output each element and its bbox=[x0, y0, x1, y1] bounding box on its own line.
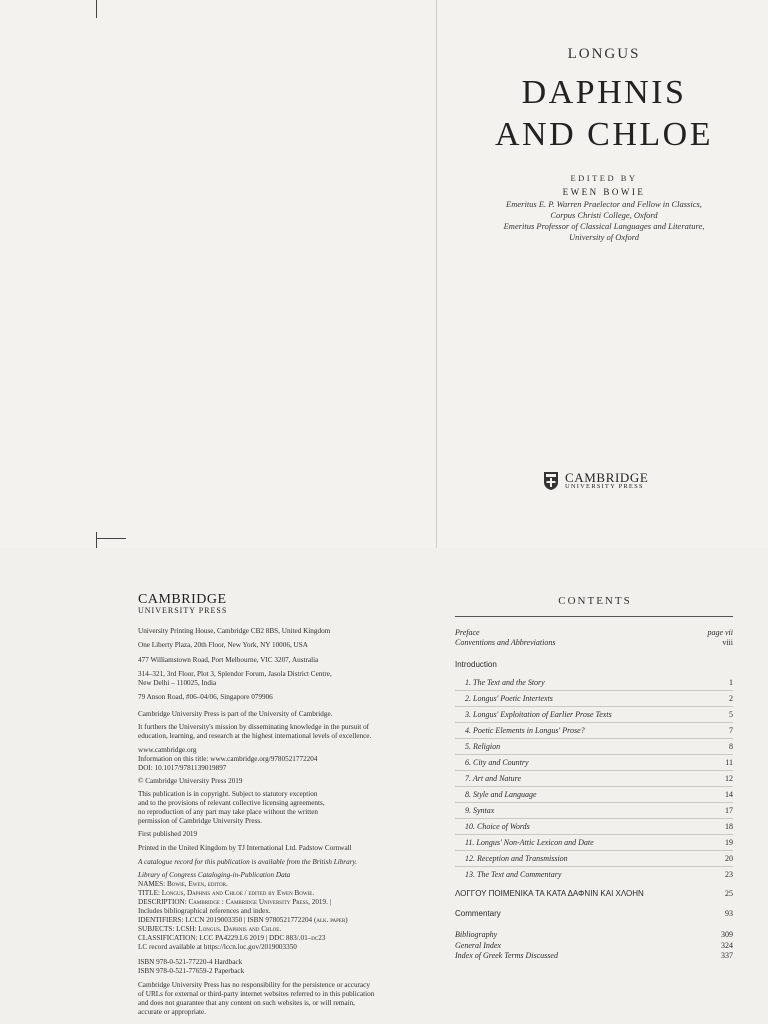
toc-entry bbox=[455, 694, 733, 705]
toc-entry-title: 6. City and Country bbox=[465, 758, 529, 767]
copyright-line: Includes bibliographical references and index. bbox=[138, 907, 271, 915]
toc-entry bbox=[455, 678, 733, 689]
lower-spread bbox=[0, 548, 768, 1024]
toc-divider bbox=[455, 866, 733, 867]
toc-divider bbox=[455, 818, 733, 819]
book-title-line2: AND CHLOE bbox=[495, 116, 713, 153]
copyright-line: New Delhi – 110025, India bbox=[138, 679, 217, 687]
toc-entry-page: 5 bbox=[729, 710, 733, 719]
toc-entry bbox=[455, 660, 733, 671]
toc-entry-title: Preface bbox=[455, 628, 480, 637]
toc-entry-title: 5. Religion bbox=[465, 742, 501, 751]
copyright-line: ISBN 978-0-521-77659-2 Paperback bbox=[138, 967, 245, 975]
toc-entry-page: 19 bbox=[725, 838, 733, 847]
copyright-line: and to the provisions of relevant collective licensing agreements, bbox=[138, 799, 325, 807]
copyright-line: www.cambridge.org bbox=[138, 746, 197, 754]
toc-entry bbox=[455, 710, 733, 721]
toc-entry-page: page vii bbox=[707, 628, 733, 637]
editor-affiliation-line: Emeritus E. P. Warren Praelector and Fellow in Classics, bbox=[506, 199, 702, 209]
toc-entry bbox=[455, 774, 733, 785]
toc-entry-page: 7 bbox=[729, 726, 733, 735]
copyright-line: CLASSIFICATION: LCC PA4229.L6 2019 | DDC 883/.01–dc23 bbox=[138, 934, 326, 942]
toc-entry-title: Introduction bbox=[455, 660, 497, 669]
toc-entry bbox=[455, 854, 733, 865]
toc-entry-title: 3. Longus' Exploitation of Earlier Prose Texts bbox=[465, 710, 612, 719]
copyright-line: IDENTIFIERS: LCCN 2019003350 | ISBN 9780521772204 (alk. paper) bbox=[138, 916, 348, 924]
toc-entry-title: ΛΟΓΓΟΥ ΠΟΙΜΕΝΙΚΑ ΤΑ ΚΑΤΑ ΔΑΦΝΙΝ ΚΑΙ ΧΛΟΗΝ bbox=[455, 889, 644, 898]
copyright-line: Cambridge University Press is part of the University of Cambridge. bbox=[138, 710, 333, 718]
toc-divider bbox=[455, 834, 733, 835]
toc-entry-page: 14 bbox=[725, 790, 733, 799]
copyright-line: University Printing House, Cambridge CB2 8BS, United Kingdom bbox=[138, 627, 331, 635]
copyright-line: One Liberty Plaza, 20th Floor, New York, NY 10006, USA bbox=[138, 641, 308, 649]
toc-entry-page: 23 bbox=[725, 870, 733, 879]
toc-entry-title: 11. Longus' Non-Attic Lexicon and Date bbox=[465, 838, 594, 847]
copyright-line: First published 2019 bbox=[138, 830, 198, 838]
toc-entry bbox=[455, 870, 733, 881]
toc-entry-page: 25 bbox=[725, 889, 733, 898]
book-author: LONGUS bbox=[567, 46, 641, 62]
toc-entry-page: 17 bbox=[725, 806, 733, 815]
editor-affiliation-line: Emeritus Professor of Classical Languages and Literature, bbox=[503, 221, 705, 231]
toc-entry-page: 11 bbox=[725, 758, 733, 767]
toc-entry bbox=[455, 951, 733, 962]
toc-entry-title: 10. Choice of Words bbox=[465, 822, 530, 831]
copyright-line: accurate or appropriate. bbox=[138, 1008, 207, 1016]
toc-entry-page: 20 bbox=[725, 854, 733, 863]
copyright-line: It furthers the University's mission by disseminating knowledge in the pursuit of bbox=[138, 723, 370, 731]
copyright-line: NAMES: Bowie, Ewen, editor. bbox=[138, 880, 228, 888]
toc-divider bbox=[455, 706, 733, 707]
toc-entry-title: 9. Syntax bbox=[465, 806, 495, 815]
toc-entry-page: 309 bbox=[721, 930, 733, 939]
publisher-logo bbox=[543, 470, 653, 492]
toc-entry bbox=[455, 838, 733, 849]
toc-entry-page: 324 bbox=[721, 941, 733, 950]
toc-entry-title: 1. The Text and the Story bbox=[465, 678, 545, 687]
copyright-line: A catalogue record for this publication is available from the British Library. bbox=[138, 858, 358, 866]
toc-entry-page: viii bbox=[722, 638, 733, 647]
copyright-line: © Cambridge University Press 2019 bbox=[138, 777, 243, 785]
toc-entry bbox=[455, 726, 733, 737]
toc-entry-page: 18 bbox=[725, 822, 733, 831]
editor-name: EWEN BOWIE bbox=[562, 187, 646, 197]
toc-entry-page: 2 bbox=[729, 694, 733, 703]
toc-entry-title: Conventions and Abbreviations bbox=[455, 638, 556, 647]
toc-entry-page: 8 bbox=[729, 742, 733, 751]
copyright-line: Printed in the United Kingdom by TJ International Ltd. Padstow Cornwall bbox=[138, 844, 352, 852]
toc-entry bbox=[455, 889, 733, 900]
toc-entry bbox=[455, 758, 733, 769]
toc-entry-title: 7. Art and Nature bbox=[465, 774, 522, 783]
toc-entry-title: General Index bbox=[455, 941, 501, 950]
toc-entry-title: 12. Reception and Transmission bbox=[465, 854, 568, 863]
copyright-line: no reproduction of any part may take place without the written bbox=[138, 808, 319, 816]
publisher-logo-sub: UNIVERSITY PRESS bbox=[565, 483, 644, 490]
toc-entry bbox=[455, 822, 733, 833]
toc-entry-title: 2. Longus' Poetic Intertexts bbox=[465, 694, 553, 703]
copyright-line: 314–321, 3rd Floor, Plot 3, Splendor Forum, Jasola District Centre, bbox=[138, 670, 332, 678]
scan-edge-mark bbox=[96, 532, 97, 548]
scan-edge-mark bbox=[96, 538, 126, 539]
copyright-line: Information on this title: www.cambridge.org/9780521772204 bbox=[138, 755, 318, 763]
toc-divider bbox=[455, 738, 733, 739]
copyright-line: 477 Williamstown Road, Port Melbourne, VIC 3207, Australia bbox=[138, 656, 319, 664]
toc-entry-title: Commentary bbox=[455, 909, 501, 918]
toc-divider bbox=[455, 754, 733, 755]
copyright-line: SUBJECTS: LCSH: Longus. Daphnis and Chloe. bbox=[138, 925, 282, 933]
copyright-brand-sub: UNIVERSITY PRESS bbox=[138, 606, 228, 615]
toc-entry bbox=[455, 742, 733, 753]
scan-edge-mark bbox=[96, 0, 97, 18]
toc-divider bbox=[455, 690, 733, 691]
copyright-line: ISBN 978-0-521-77220-4 Hardback bbox=[138, 958, 243, 966]
toc-divider bbox=[455, 770, 733, 771]
toc-entry-title: 4. Poetic Elements in Longus' Prose? bbox=[465, 726, 585, 735]
toc-entry bbox=[455, 790, 733, 801]
toc-entry bbox=[455, 909, 733, 920]
copyright-line: Library of Congress Cataloging-in-Publication Data bbox=[138, 871, 291, 879]
copyright-line: education, learning, and research at the highest international levels of excellence. bbox=[138, 732, 372, 740]
toc-entry-title: 13. The Text and Commentary bbox=[465, 870, 562, 879]
toc-entry bbox=[455, 930, 733, 941]
copyright-brand: CAMBRIDGE bbox=[138, 592, 227, 607]
copyright-line: TITLE: Longus, Daphnis and Chloe / edited by Ewen Bowie. bbox=[138, 889, 315, 897]
toc-entry-page: 93 bbox=[725, 909, 733, 918]
edited-by-label: EDITED BY bbox=[570, 173, 638, 183]
toc-entry-title: 8. Style and Language bbox=[465, 790, 537, 799]
toc-divider bbox=[455, 722, 733, 723]
editor-affiliation-line: Corpus Christi College, Oxford bbox=[550, 210, 658, 220]
toc-divider bbox=[455, 802, 733, 803]
toc-divider bbox=[455, 786, 733, 787]
copyright-line: DESCRIPTION: Cambridge : Cambridge University Press, 2019. | bbox=[138, 898, 332, 906]
toc-entry-page: 12 bbox=[725, 774, 733, 783]
copyright-line: Cambridge University Press has no responsibility for the persistence or accuracy bbox=[138, 981, 370, 989]
publisher-logo-name: CAMBRIDGE bbox=[565, 470, 649, 485]
cambridge-crest-icon bbox=[543, 471, 559, 491]
toc-entry bbox=[455, 806, 733, 817]
toc-entry-page: 1 bbox=[729, 678, 733, 687]
toc-divider bbox=[455, 850, 733, 851]
copyright-line: and does not guarantee that any content on such websites is, or will remain, bbox=[138, 999, 355, 1007]
copyright-line: DOI: 10.1017/9781139019897 bbox=[138, 764, 227, 772]
editor-affiliation-line: University of Oxford bbox=[568, 232, 640, 242]
copyright-line: of URLs for external or third-party internet websites referred to in this publication bbox=[138, 990, 375, 998]
scan-edge-mark bbox=[436, 0, 437, 548]
toc-entry bbox=[455, 638, 733, 649]
copyright-line: 79 Anson Road, #06–04/06, Singapore 079906 bbox=[138, 693, 273, 701]
toc-entry-title: Index of Greek Terms Discussed bbox=[455, 951, 558, 960]
copyright-line: permission of Cambridge University Press. bbox=[138, 817, 262, 825]
copyright-line: LC record available at https://lccn.loc.gov/2019003350 bbox=[138, 943, 297, 951]
contents-heading: CONTENTS bbox=[558, 595, 632, 607]
book-title-line1: DAPHNIS bbox=[521, 74, 687, 111]
copyright-line: This publication is in copyright. Subject to statutory exception bbox=[138, 790, 318, 798]
contents-rule bbox=[455, 616, 733, 617]
toc-entry-page: 337 bbox=[721, 951, 733, 960]
toc-entry-title: Bibliography bbox=[455, 930, 498, 939]
